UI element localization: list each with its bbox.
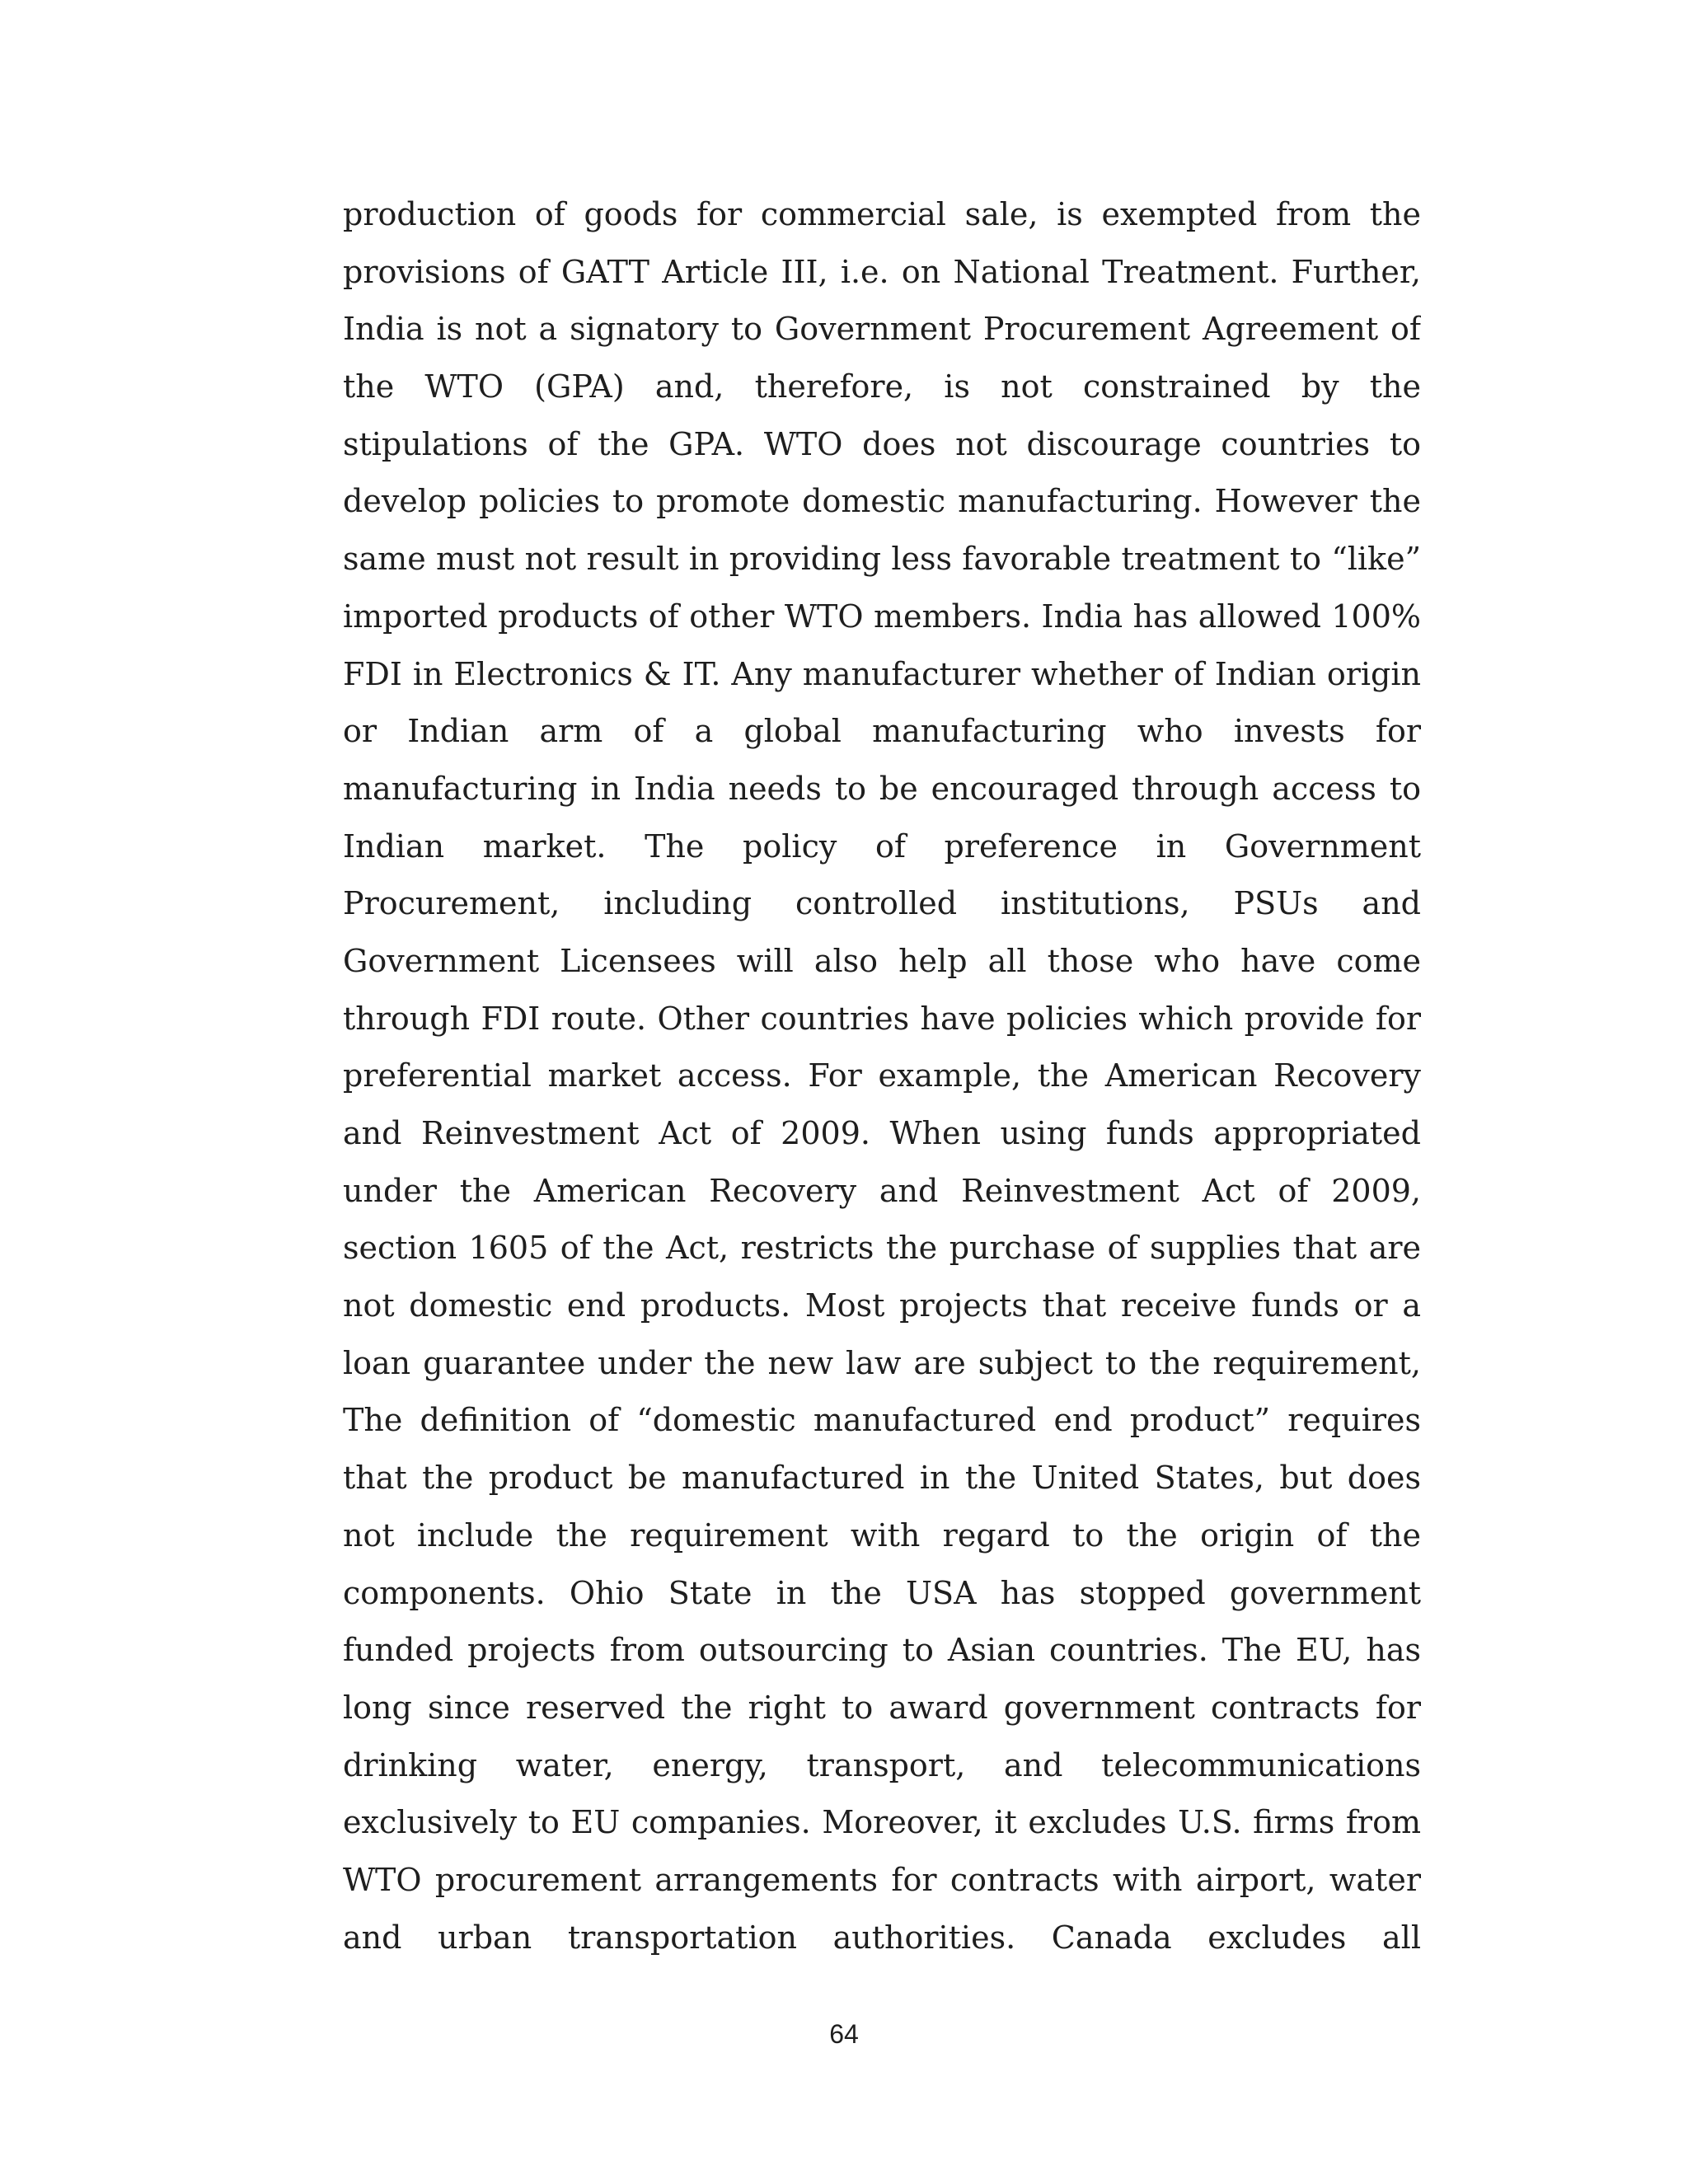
text-line: production of goods for commercial sale, is exempted from the [343, 196, 1421, 232]
body-paragraph [343, 186, 1421, 1966]
text-line: and urban transportation authorities. Canada excludes all [343, 1919, 1421, 1956]
text-line: not domestic end products. Most projects that receive funds or a [343, 1287, 1421, 1324]
text-line: India is not a signatory to Government Procurement Agreement of [343, 311, 1421, 348]
text-line: drinking water, energy, transport, and telecommunications [343, 1746, 1421, 1783]
text-line: Government Licensees will also help all those who have come [343, 942, 1421, 979]
text-line: exclusively to EU companies. Moreover, it excludes U.S. firms from [343, 1804, 1421, 1841]
text-line: not include the requirement with regard to the origin of the [343, 1516, 1421, 1554]
text-line: funded projects from outsourcing to Asian countries. The EU, has [343, 1632, 1421, 1669]
text-line: develop policies to promote domestic manufacturing. However the [343, 483, 1421, 520]
text-line: same must not result in providing less favorable treatment to “like” [343, 541, 1421, 578]
text-line: imported products of other WTO members. India has allowed 100% [343, 598, 1421, 635]
text-line: under the American Recovery and Reinvestment Act of 2009, [343, 1172, 1421, 1209]
text-line: long since reserved the right to award government contracts for [343, 1689, 1421, 1726]
text-line: and Reinvestment Act of 2009. When using funds appropriated [343, 1115, 1421, 1151]
text-line: or Indian arm of a global manufacturing who invests for [343, 713, 1421, 750]
text-line: preferential market access. For example, the American Recovery [343, 1057, 1421, 1094]
text-line: FDI in Electronics & IT. Any manufacturer whether of Indian origin [343, 655, 1421, 692]
text-line: stipulations of the GPA. WTO does not discourage countries to [343, 425, 1421, 462]
text-line: Procurement, including controlled institutions, PSUs and [343, 885, 1421, 922]
page-number: 64 [829, 2019, 859, 2049]
text-line: section 1605 of the Act, restricts the purchase of supplies that are [343, 1230, 1421, 1267]
text-line: The definition of “domestic manufactured end product” requires [343, 1402, 1421, 1439]
text-line: the WTO (GPA) and, therefore, is not constrained by the [343, 368, 1421, 405]
text-line: WTO procurement arrangements for contracts with airport, water [343, 1861, 1421, 1898]
text-line: manufacturing in India needs to be encouraged through access to [343, 770, 1421, 807]
text-line: that the product be manufactured in the United States, but does [343, 1460, 1421, 1497]
text-line: provisions of GATT Article III, i.e. on National Treatment. Further, [343, 253, 1421, 290]
text-line: through FDI route. Other countries have policies which provide for [343, 1000, 1421, 1037]
text-line: loan guarantee under the new law are subject to the requirement, [343, 1344, 1421, 1381]
text-line: components. Ohio State in the USA has stopped government [343, 1574, 1421, 1611]
text-line: Indian market. The policy of preference in Government [343, 827, 1421, 865]
